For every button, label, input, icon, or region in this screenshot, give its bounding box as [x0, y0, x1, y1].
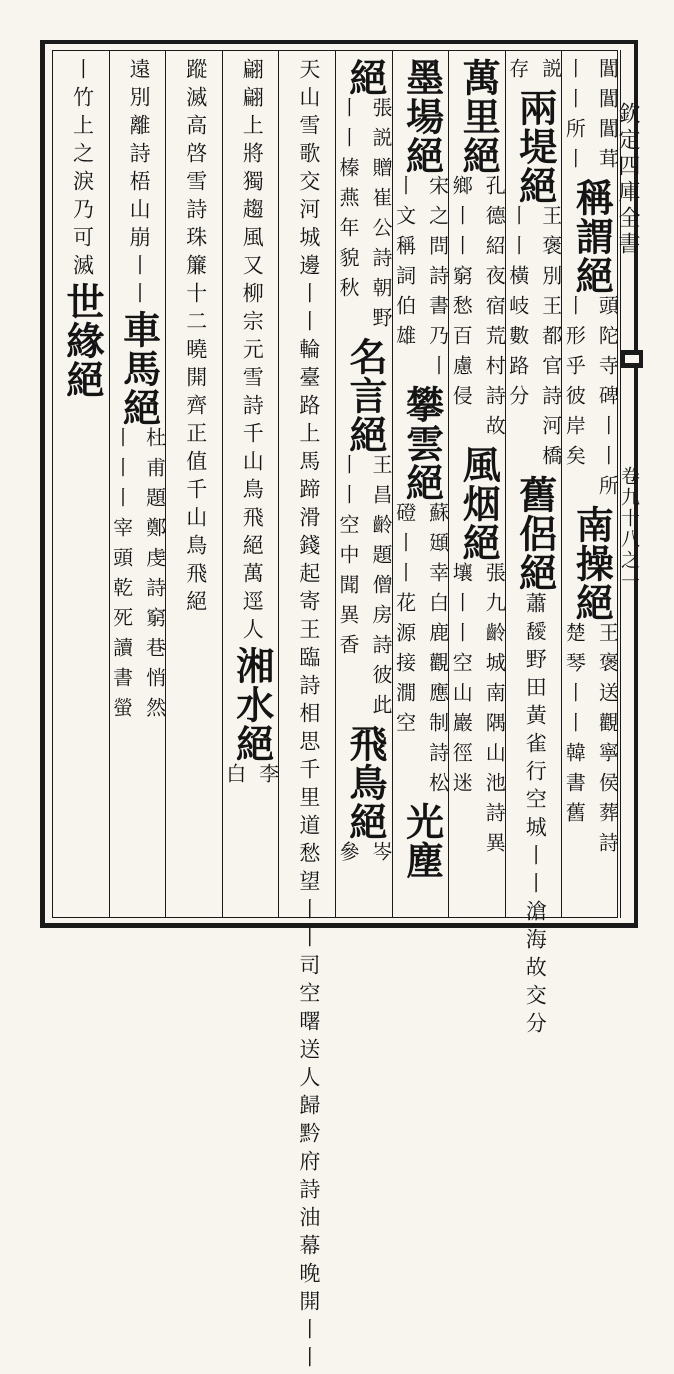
annotation-pair	[391, 502, 453, 802]
annotation-right: 宋之問詩書乃丨	[425, 175, 450, 385]
text-column-7	[223, 58, 281, 908]
heading-term: 兩堤絕	[512, 88, 558, 205]
body-text: 思千里道愁望丨丨司空曙送人歸黔府詩油幕晚開丨丨	[296, 730, 321, 1374]
fish-tail-mark	[621, 350, 643, 368]
body-text: 遠別離詩梧山崩丨丨	[127, 58, 152, 310]
annotation-left: 參	[336, 841, 360, 871]
text-column-4	[393, 58, 451, 908]
annotation-pair	[334, 454, 396, 724]
annotation-right: 李	[255, 763, 280, 793]
annotation-right: 閶閶閶茸	[595, 58, 620, 178]
annotation-pair	[504, 205, 566, 475]
body-text: 蕭𩡣野田黃雀行空城	[523, 592, 548, 844]
heading-term: 名言絕	[343, 337, 388, 454]
heading-term: 攀雲絕	[399, 385, 445, 502]
heading-term: 絕	[343, 58, 388, 97]
heading-term: 世緣絕	[60, 282, 105, 399]
annotation-left: 鄉丨丨窮愁百慮侵	[449, 175, 474, 415]
body-text: 天山雪歌交河城邊丨丨輪臺路上馬蹄滑錢起寄王臨詩相	[296, 58, 321, 730]
heading-term: 車馬絕	[116, 310, 162, 427]
annotation-pair	[334, 841, 396, 871]
annotation-left: 丨丨所丨	[562, 58, 587, 178]
annotation-right: 頭陀寺碑丨丨所	[595, 295, 620, 505]
annotation-pair	[560, 295, 622, 505]
annotation-pair	[447, 175, 509, 445]
annotation-right: 王昌齡題僧房詩彼此	[369, 454, 393, 724]
text-column-1	[562, 58, 620, 908]
annotation-right: 蘇頲幸白鹿觀應制詩松	[425, 502, 450, 802]
annotation-left: 丨文稱詞伯雄	[392, 175, 417, 355]
heading-term: 飛鳥絕	[343, 724, 388, 841]
annotation-pair	[221, 763, 283, 793]
body-text: 丨丨滄海故交分	[523, 844, 548, 1040]
text-column-3	[449, 58, 507, 908]
annotation-right: 杜甫題鄭虔詩窮巷悄然	[142, 427, 167, 727]
book-margin	[615, 50, 643, 918]
annotation-pair	[504, 58, 566, 88]
book-title: 欽定四庫全書	[615, 102, 640, 258]
annotation-right: 岑	[369, 841, 393, 871]
annotation-right: 説	[538, 58, 563, 88]
heading-term: 舊侶絕	[512, 475, 558, 592]
heading-term: 光塵	[399, 802, 445, 880]
annotation-left: 壤丨丨空山巖徑迷	[449, 562, 474, 802]
heading-term: 南操絕	[569, 505, 615, 622]
volume-label: 卷九十八之一	[618, 466, 640, 592]
annotation-left: 丨丨橫岐數路分	[505, 205, 530, 415]
annotation-right: 王褒別王都官詩河橋	[538, 205, 563, 475]
annotation-left: 丨丨榛燕年貌秋	[336, 97, 360, 307]
heading-term: 風烟絕	[456, 445, 502, 562]
annotation-right: 孔德紹夜宿荒村詩故	[482, 175, 507, 445]
annotation-pair	[560, 58, 622, 178]
annotation-left: 白	[222, 763, 247, 793]
text-column-6	[279, 58, 337, 1374]
text-column-10	[53, 58, 111, 908]
heading-term: 稱謂絕	[569, 178, 615, 295]
text-column-8	[166, 58, 224, 908]
annotation-left: 磴丨丨花源接㵎空	[392, 502, 417, 742]
body-text: 蹤滅高啓雪詩珠簾十二曉開齊正值千山鳥飛絕	[183, 58, 208, 618]
annotation-pair	[560, 622, 622, 862]
heading-term: 湘水絕	[229, 646, 275, 763]
annotation-right: 張説贈崔公詩朝野	[369, 97, 393, 337]
annotation-pair	[447, 562, 509, 862]
annotation-pair	[108, 427, 170, 727]
body-text: 丨竹上之淚乃可滅	[70, 58, 95, 282]
body-text: 翩翩上將獨趨風又柳宗元雪詩千山鳥飛絕萬逕人	[240, 58, 265, 646]
annotation-left: 丨丨丨宰頭乾死讀書螢	[109, 427, 134, 727]
annotation-pair	[334, 97, 396, 337]
text-column-5	[336, 58, 394, 908]
annotation-left: 存	[505, 58, 530, 88]
annotation-pair	[391, 175, 453, 385]
annotation-left: 楚琴丨丨韓書舊	[562, 622, 587, 832]
text-column-9	[110, 58, 168, 908]
annotation-left: 丨丨空中聞異香	[336, 454, 360, 664]
heading-term: 萬里絕	[456, 58, 502, 175]
heading-term: 墨場絕	[399, 58, 445, 175]
annotation-left: 丨形乎彼岸矣	[562, 295, 587, 475]
text-column-2	[505, 58, 564, 1040]
annotation-right: 王褒送觀寧侯葬詩	[595, 622, 620, 862]
annotation-right: 張九齡城南隅山池詩異	[482, 562, 507, 862]
